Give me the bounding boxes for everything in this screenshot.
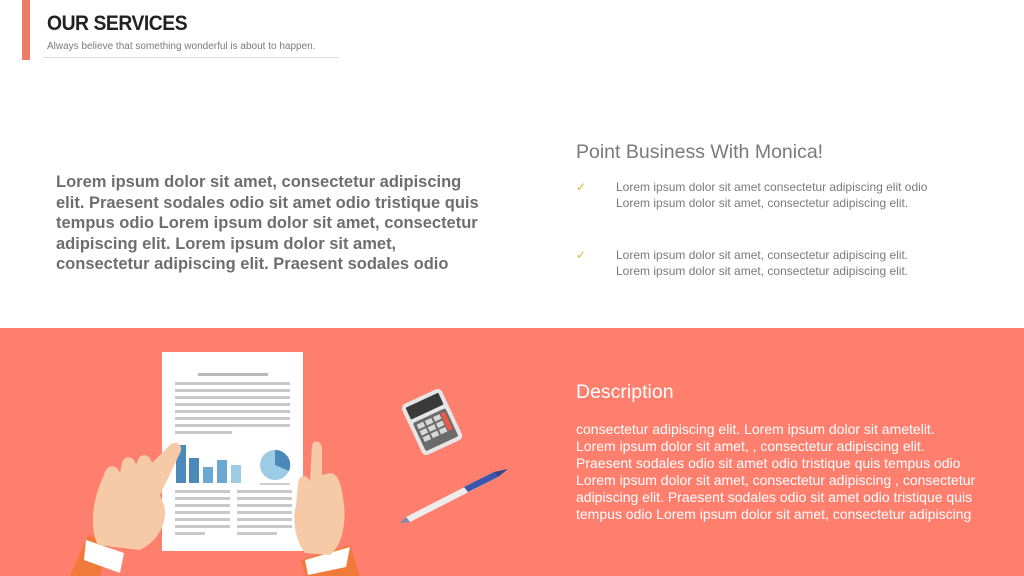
illustration bbox=[60, 345, 540, 576]
page-subtitle: Always believe that something wonderful is about to happen. bbox=[47, 41, 316, 52]
right-hand-icon bbox=[294, 442, 360, 576]
point-item bbox=[576, 180, 936, 211]
description-heading: Description bbox=[576, 381, 674, 403]
point-item bbox=[576, 248, 936, 279]
title-divider bbox=[43, 57, 339, 58]
title-accent-bar bbox=[22, 0, 30, 60]
calculator-icon bbox=[400, 387, 464, 456]
point-text: Lorem ipsum dolor sit amet, consectetur adipiscing elit. Lorem ipsum dolor sit amet, consectetur adipiscing elit. bbox=[616, 248, 909, 278]
pen-icon bbox=[400, 469, 508, 523]
intro-paragraph: Lorem ipsum dolor sit amet, consectetur adipiscing elit. Praesent sodales odio sit amet odio tristique quis tempus odio Lorem ipsum dolor sit amet, consectetur adipiscing elit. Lorem ipsum dolor sit amet, consectetur adipiscing elit. Praesent sodales odio bbox=[56, 173, 479, 273]
check-icon: ✓ bbox=[576, 180, 587, 194]
description-text: consectetur adipiscing elit. Lorem ipsum dolor sit ametelit. Lorem ipsum dolor sit amet, , consectetur adipiscing elit. Praesent sodales odio sit amet odio tristique quis tempus odio Lorem ipsum dolor sit amet, consectetur adipiscing , consectetur adipiscing elit. Praesent sodales odio sit amet odio tristique quis tempus odio Lorem ipsum dolor sit amet, consectetur adipiscing bbox=[576, 421, 976, 522]
left-hand-icon bbox=[70, 443, 181, 576]
points-heading: Point Business With Monica! bbox=[576, 141, 824, 163]
page-title: OUR SERVICES bbox=[47, 12, 188, 35]
check-icon: ✓ bbox=[576, 248, 587, 262]
point-text: Lorem ipsum dolor sit amet consectetur adipiscing elit odio Lorem ipsum dolor sit amet, consectetur adipiscing elit. bbox=[616, 180, 928, 210]
document-icon bbox=[162, 352, 303, 551]
